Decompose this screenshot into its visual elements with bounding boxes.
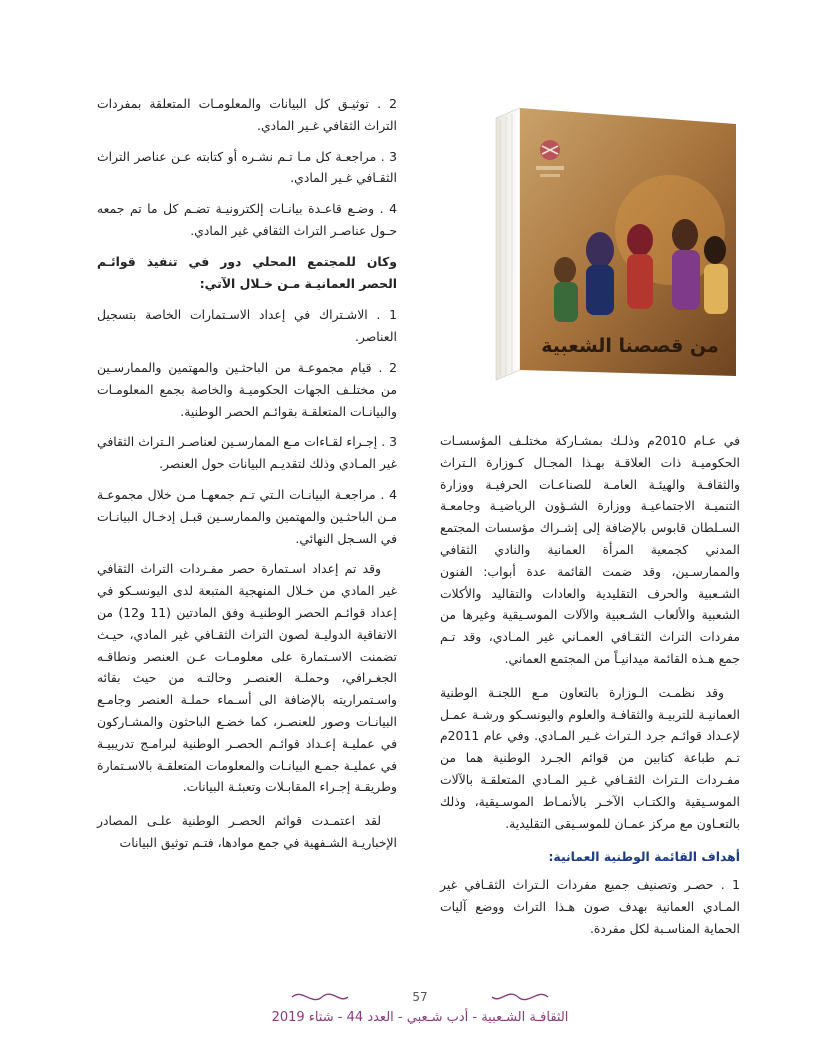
left-column [97,93,397,866]
section-heading: أهداف القائمة الوطنية العمانية: [548,849,740,865]
body-paragraph: وقد نظمـت الـوزارة بالتعاون مـع اللجنـة الوطنية العمانيـة للتربيـة والثقافـة والعلوم واليونسـكو ورشـة عمـل لإعـداد قوائـم جرد الـتراث غـير المـادي. وفي عام 2011م تـم طباعة كتابين من قوائم الجـرد الوطنية هما من مفـردات الـتراث الثقـافي غـير المـادي المتعلقـة بالآلات الموسـيقية والكتـاب الآخـر بالأنمـاط الموسـيقية، وذلك بالتعـاون مع مركز عمـان للموسـيقى التقليدية. [440,684,740,831]
item-number: 3 . [380,148,397,164]
item-text: مراجعـة كل مـا تـم نشـره أو كتابته عـن عناصر التراث الثقـافي غـير المادي. [97,148,397,186]
list-item [97,146,397,190]
book-cover-image [490,100,740,385]
body-paragraph: في عـام 2010م وذلـك بمشـاركة مختلـف المؤسسـات الحكوميـة ذات العلاقـة بهـذا المجـال كـوزارة الـتراث والثقافـة والهيئـة العامـة للصناعـات الحرفيـة ووزارة التنميـة الاجتماعيـة ووزارة الشـؤون الرياضيـة وجامعـة السـلطان قابوس بالإضافة إلى إشـراك مؤسسات المجتمع المدني كجمعية المرأة العمانية والنادي الثقافي والممارسـين، وقد ضمت القائمة عدة أبواب: الفنون الشـعبية والحرف التقليدية والعادات والتقاليد والأكلات الشعبية والألعاب الشـعبية والآلات الموسـيقية وغيرها من مفردات التراث الثقـافي العمـاني غير المـادي، وقد تـم جمع هـذه القائمة ميدانيـاً من المجتمع العماني. [440,433,740,666]
item-number: 2 . [377,96,397,111]
item-number: 2 . [378,359,397,375]
book-title: من قصصنا الشعبية [541,335,719,357]
item-text: قيام مجموعـة من الباحثـين والمهتمين والممارسـين من مختلـف الجهات الحكوميـة والخاصة بجمع المعلومـات والبيانـات المتعلقـة بقوائـم الحصر الوطنية. [97,359,397,419]
item-text: توثيـق كل البيانات والمعلومـات المتعلقة بمفردات التراث الثقافي غـير المادي. [97,96,397,133]
list-item [97,431,397,475]
left-ornament-icon [290,990,350,1004]
item-number: 1 . [376,307,397,323]
list-item [97,484,397,549]
list-item [97,198,397,242]
item-text: وضـع قاعـدة بيانـات إلكترونيـة تضـم كل ما تم جمعه حـول عناصـر التراث الثقافي غير المادي. [97,201,397,238]
footer-text: الثقافـة الشـعبية - أدب شـعبي - العدد 44 - شتاء 2019 [271,1010,569,1025]
item-number: 4 . [380,486,397,502]
item-number: 1 . [720,877,740,893]
list-item [97,93,397,137]
page-footer [220,990,620,1040]
body-paragraph: وقد تم إعداد اسـتمارة حصر مفـردات التراث الثقافي غير المادي من خـلال المنهجية المتبعة لدى اليونسـكو في إعداد قوائـم الحصر الوطنيـة وفق المادتين (11 و12) من الاتفاقية الدوليـة لصون التراث الثقـافي غير المادي، حيـث تضمنت الاسـتمارة على معلومـات عـن العنصر ونطاقـه الجغـرافي، وحملـة العنصـر وحالتـه من حيث بقائه واسـتمراريته بالإضافة الى أسـماء حملـة العنصر وجامـع البيانـات وصور للعنصـر، كما خضـع الباحثون والمشـاركون في عمليـة إعـداد قوائـم الحصـر الوطنية لبرامـج تدريبيـة في عمليـة جمـع البيانـات والمعلومات المتعلقـة بالاسـتمارة وطريقـة إجـراء المقابـلات وتعبئـة البيانات. [97,561,397,795]
body-paragraph: لقد اعتمـدت قوائم الحصـر الوطنية علـى المصادر الإخباريـة الشـفهية في جمع موادها، فتـم توثيق البيانات [97,813,397,850]
list-item [97,304,397,348]
item-text: إجـراء لقـاءات مـع الممارسـين لعناصـر الـتراث الثقافي غير المـادي وذلك لتقديـم البيانات حول العنصر. [97,434,397,472]
right-column [440,430,740,949]
right-ornament-icon [490,990,550,1004]
list-item [440,874,740,939]
item-number: 3 . [381,434,397,450]
item-text: الاشـتراك في إعداد الاسـتمارات الخاصة بتسجيل العناصر. [97,307,397,345]
item-text: حصـر وتصنيف جميع مفردات الـتراث الثقـافي غير المـادي العمانية بهدف صون هـذا التراث ووضع آليات الحماية المناسـبة لكل مفردة. [440,877,740,936]
list-item [97,357,397,422]
item-text: مراجعـة البيانـات الـتي تـم جمعهـا مـن خلال مجموعـة مـن الباحثـين والمهتمين والممارسـين قبـل إدخـال البيانـات في السـجل النهائي. [97,486,397,546]
page-number: 57 [412,990,428,1004]
item-number: 4 . [379,201,397,217]
bold-paragraph: وكان للمجتمع المحلي دور في تنفيذ قوائـم الحصر العمانيـة مـن خـلال الآتي: [97,253,397,291]
